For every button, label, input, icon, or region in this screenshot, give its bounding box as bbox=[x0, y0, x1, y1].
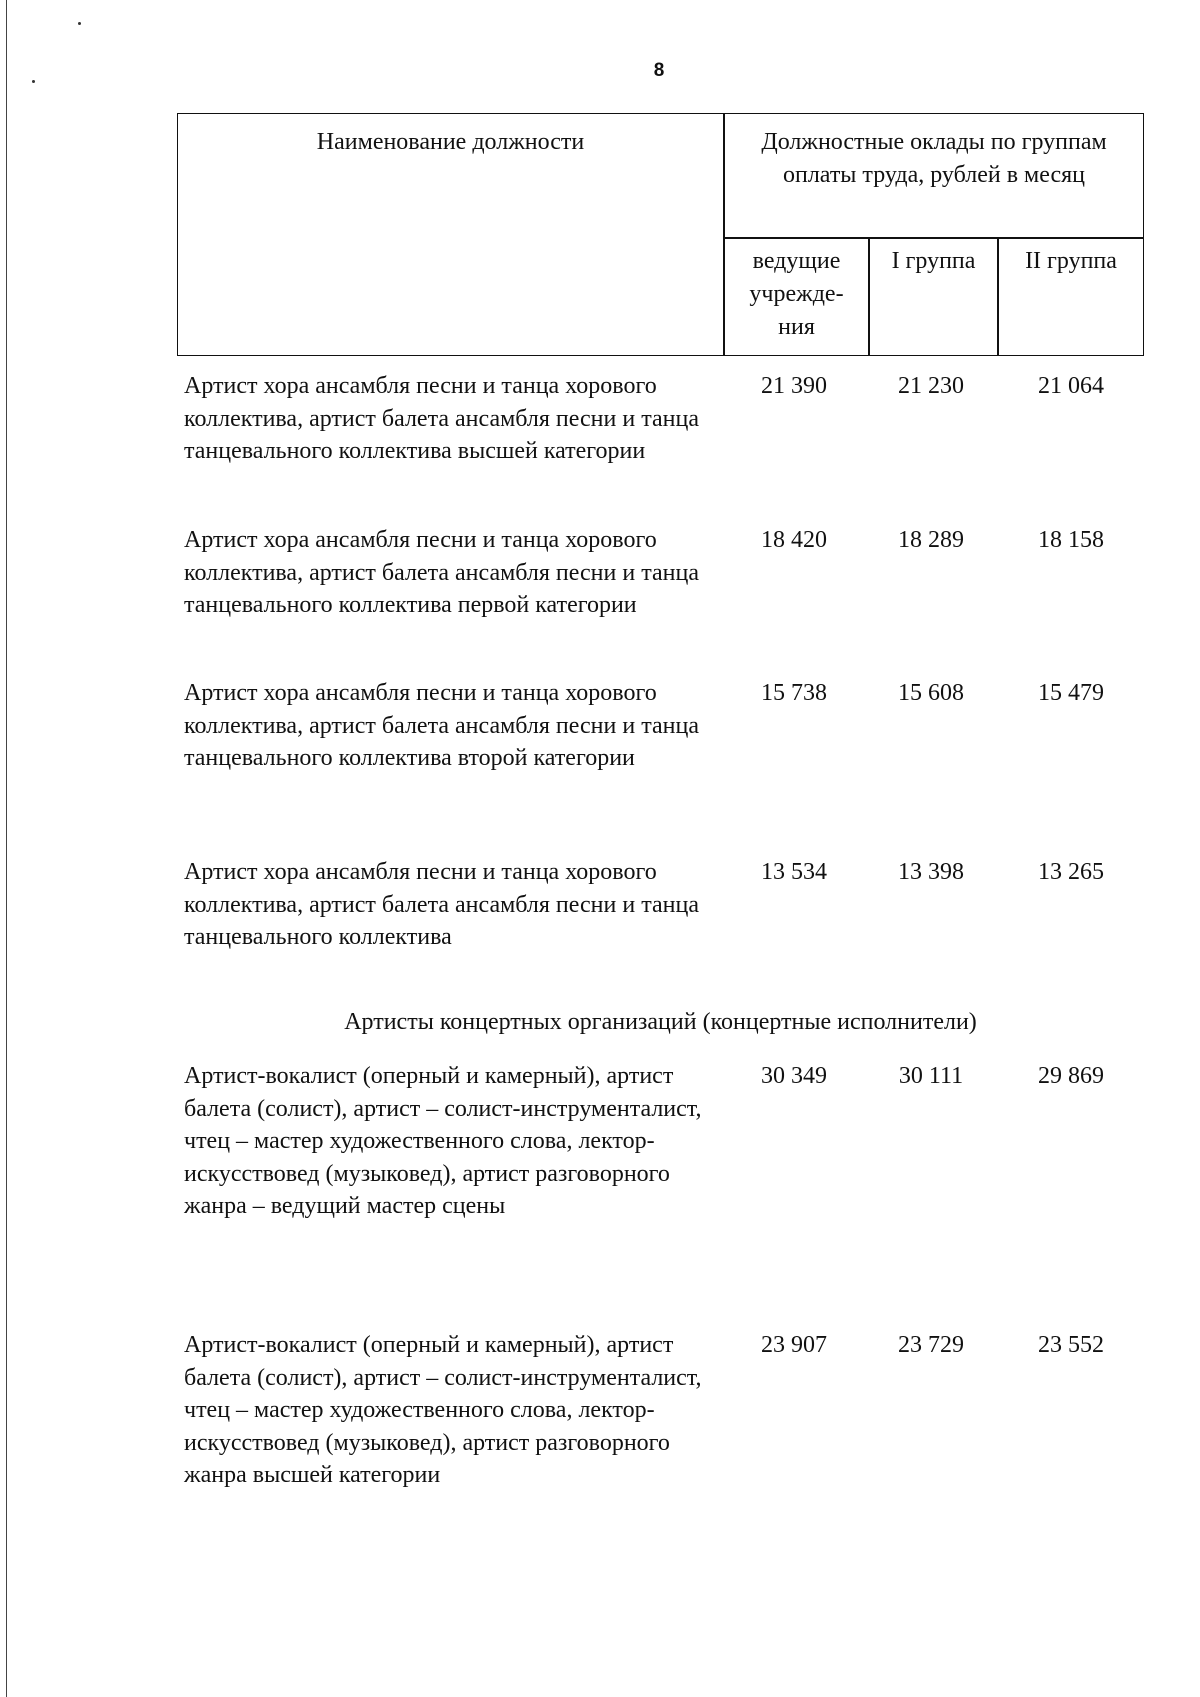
header-leading-institutions: ведущие учрежде-ния bbox=[749, 248, 844, 340]
header-group-2: II группа bbox=[1025, 248, 1117, 274]
position-name: Артист хора ансамбля песни и танца хорового коллектива, артист балета ансамбля песни и танца танцевального коллектива первой категории bbox=[184, 527, 699, 618]
header-salary: Должностные оклады по группам оплаты труда, рублей в месяц bbox=[761, 129, 1107, 188]
position-name: Артист хора ансамбля песни и танца хорового коллектива, артист балета ансамбля песни и танца танцевального коллектива bbox=[184, 859, 699, 950]
salary-group-2: 29 869 bbox=[1038, 1063, 1104, 1089]
section-title: Артисты концертных организаций (концертные исполнители) bbox=[344, 1009, 977, 1035]
table-header bbox=[177, 113, 1144, 356]
salary-leading: 21 390 bbox=[761, 373, 827, 399]
page-number: 8 bbox=[653, 60, 665, 81]
position-name: Артист хора ансамбля песни и танца хорового коллектива, артист балета ансамбля песни и танца танцевального коллектива второй категории bbox=[184, 680, 699, 771]
salary-group-1: 15 608 bbox=[898, 680, 964, 706]
salary-leading: 15 738 bbox=[761, 680, 827, 706]
salary-leading: 18 420 bbox=[761, 527, 827, 553]
salary-group-1: 30 111 bbox=[898, 1063, 964, 1089]
salary-leading: 30 349 bbox=[761, 1063, 827, 1089]
scan-edge bbox=[6, 0, 7, 1697]
salary-group-1: 21 230 bbox=[898, 373, 964, 399]
position-name: Артист-вокалист (оперный и камерный), артист балета (солист), артист – солист-инструменталист, чтец – мастер художественного слова, лектор-искусствовед (музыковед), артист разговорного жанра высшей категории bbox=[184, 1332, 702, 1488]
salary-group-2: 23 552 bbox=[1038, 1332, 1104, 1358]
salary-group-1: 23 729 bbox=[898, 1332, 964, 1358]
header-position-name: Наименование должности bbox=[316, 129, 585, 155]
scan-speck bbox=[78, 22, 81, 25]
salary-group-2: 15 479 bbox=[1038, 680, 1104, 706]
header-divider bbox=[724, 237, 1143, 239]
header-group-1: I группа bbox=[891, 248, 976, 274]
position-name: Артист хора ансамбля песни и танца хорового коллектива, артист балета ансамбля песни и танца танцевального коллектива высшей категории bbox=[184, 373, 699, 464]
salary-group-2: 13 265 bbox=[1038, 859, 1104, 885]
salary-group-1: 13 398 bbox=[898, 859, 964, 885]
salary-leading: 13 534 bbox=[761, 859, 827, 885]
salary-leading: 23 907 bbox=[761, 1332, 827, 1358]
salary-group-2: 21 064 bbox=[1038, 373, 1104, 399]
position-name: Артист-вокалист (оперный и камерный), артист балета (солист), артист – солист-инструменталист, чтец – мастер художественного слова, лектор-искусствовед (музыковед), артист разговорного жанра – ведущий мастер сцены bbox=[184, 1063, 702, 1219]
salary-group-1: 18 289 bbox=[898, 527, 964, 553]
salary-group-2: 18 158 bbox=[1038, 527, 1104, 553]
